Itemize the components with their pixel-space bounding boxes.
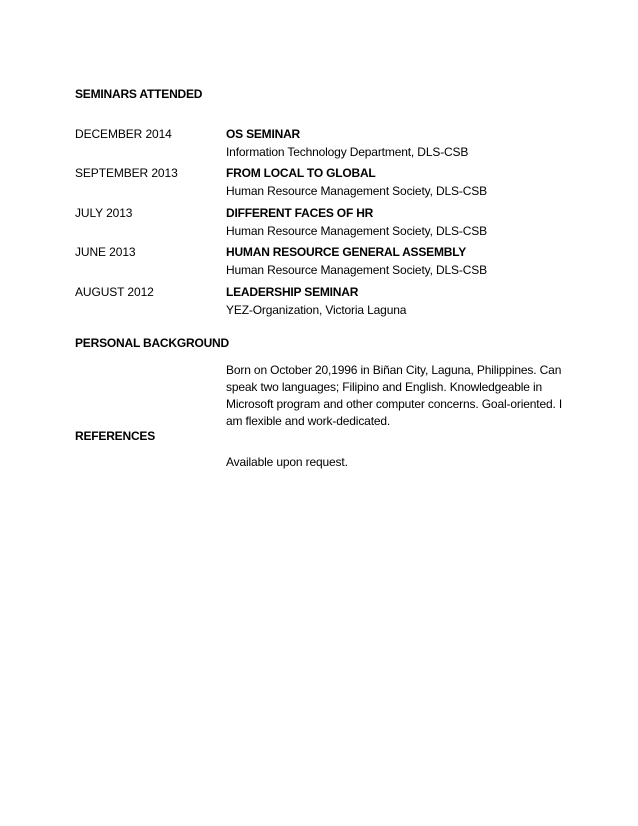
seminar-title: FROM LOCAL TO GLOBAL xyxy=(226,166,376,180)
seminar-entry xyxy=(75,245,565,279)
personal-background-text: Born on October 20,1996 in Biñan City, Laguna, Philippines. Can speak two languages; Filipino and English. Knowledgeable in Microsoft program and other computer concerns. Goal-oriented. I am flexible and work-dedicated. xyxy=(226,363,563,428)
seminar-organizer: Information Technology Department, DLS-CSB xyxy=(226,145,469,159)
seminar-date: AUGUST 2012 xyxy=(75,285,154,299)
seminar-title: LEADERSHIP SEMINAR xyxy=(226,285,359,299)
seminar-organizer: Human Resource Management Society, DLS-CSB xyxy=(226,224,487,238)
seminars-heading: SEMINARS ATTENDED xyxy=(75,87,203,101)
seminar-date: JULY 2013 xyxy=(75,206,133,220)
seminar-title: HUMAN RESOURCE GENERAL ASSEMBLY xyxy=(226,245,467,259)
references-heading: REFERENCES xyxy=(75,429,156,443)
seminar-date: DECEMBER 2014 xyxy=(75,127,172,141)
seminar-organizer: Human Resource Management Society, DLS-CSB xyxy=(226,263,487,277)
seminar-detail xyxy=(226,285,566,317)
seminar-entry xyxy=(75,206,565,240)
seminar-entry xyxy=(75,127,565,161)
personal-background-heading: PERSONAL BACKGROUND xyxy=(75,336,229,350)
seminar-detail xyxy=(226,245,566,277)
seminar-detail xyxy=(226,166,566,198)
seminar-detail xyxy=(226,127,566,159)
seminar-detail xyxy=(226,206,566,238)
seminar-entry xyxy=(75,166,565,200)
seminar-entry xyxy=(75,285,565,319)
seminar-date: JUNE 2013 xyxy=(75,245,136,259)
references-text: Available upon request. xyxy=(226,455,348,469)
seminar-organizer: Human Resource Management Society, DLS-CSB xyxy=(226,184,487,198)
seminar-date: SEPTEMBER 2013 xyxy=(75,166,178,180)
seminar-title: DIFFERENT FACES OF HR xyxy=(226,206,374,220)
seminar-title: OS SEMINAR xyxy=(226,127,301,141)
seminar-organizer: YEZ-Organization, Victoria Laguna xyxy=(226,303,407,317)
